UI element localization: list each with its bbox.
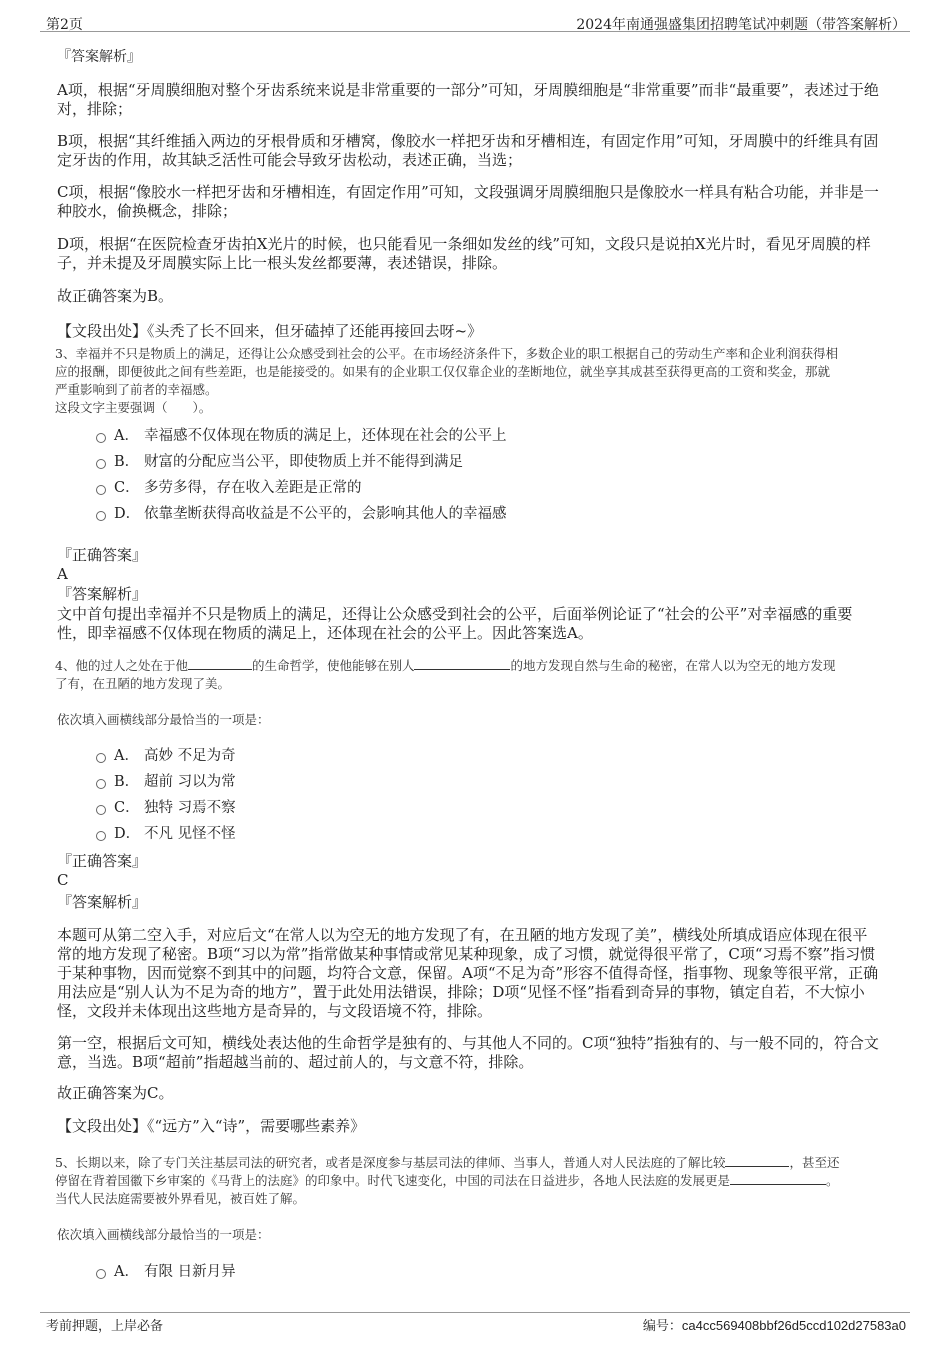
q4-analysis-heading: 『答案解析』 [57,893,148,911]
page-footer [40,1312,910,1332]
q5-stem: 5、长期以来，除了专门关注基层司法的研究者，或者是深度参与基层司法的律师、当事人，普通人对人民法庭的了解比较 ，甚至还 停留在背着国徽下乡审案的《马背上的法庭》的印象中。时代飞速变化，中国的司法在日益进步，各地人民法庭的发展更是 。 当代人民法庭需要被外界看见，被百姓了解。 [55,1155,840,1206]
radio-icon[interactable] [96,805,106,815]
q3-analysis: 文中首句提出幸福并不只是物质上的满足，还得让公众感受到社会的公平，后面举例论证了“社会的公平”对幸福感的重要 性，即幸福感不仅体现在物质的满足上，还体现在社会的公平上。因此答案选A。 [57,605,853,642]
page-header [40,12,910,32]
document-code: 编号：ca4cc569408bbf26d5ccd102d27583a0 [642,1318,906,1334]
q3-answer: A [57,565,68,583]
radio-icon[interactable] [96,511,106,521]
q3-stem: 3、幸福并不只是物质上的满足，还得让公众感受到社会的公平。在市场经济条件下，多数企业的职工根据自己的劳动生产率和企业利润获得相 应的报酬，即便彼此之间有些差距，也是能接受的。如果有的企业职工仅仅靠企业的垄断地位，就坐享其成甚至获得更高的工资和奖金，那就 严重影响到了前者的幸福感。 这段文字主要强调（ ）。 [55,346,838,415]
radio-icon[interactable] [96,459,106,469]
q3-analysis-heading: 『答案解析』 [57,585,148,603]
q4-correct-heading: 『正确答案』 [57,852,148,870]
q3-option-c[interactable]: C． 多劳多得，存在收入差距是正常的 [96,477,362,499]
q4-stem: 4、他的过人之处在于他 的生命哲学，使他能够在别人 的地方发现自然与生命的秘密，在常人以为空无的地方发现 了有，在丑陋的地方发现了美。 [55,658,836,691]
radio-icon[interactable] [96,753,106,763]
q4-answer: C [57,871,69,889]
q2-analysis-d: D项，根据“在医院检查牙齿拍X光片的时候，也只能看见一条细如发丝的线”可知，文段只是说拍X光片时，看见牙周膜的样 子，并未提及牙周膜实际上比一根头发丝都要薄，表述错误，排除。 [57,235,871,272]
radio-icon[interactable] [96,779,106,789]
q2-conclusion: 故正确答案为B。 [57,287,174,305]
page-number: 第2页 [46,17,83,33]
q4-conclusion: 故正确答案为C。 [57,1084,174,1102]
q2-analysis-heading: 『答案解析』 [57,49,141,65]
q2-source: 【文段出处】《头秃了长不回来，但牙磕掉了还能再接回去呀~》 [57,322,483,340]
q3-correct-heading: 『正确答案』 [57,546,148,564]
footer-slogan: 考前押题，上岸必备 [46,1319,164,1334]
q3-option-a[interactable]: A． 幸福感不仅体现在物质的满足上，还体现在社会的公平上 [96,425,507,447]
q3-option-b[interactable]: B． 财富的分配应当公平，即使物质上并不能得到满足 [96,451,463,473]
radio-icon[interactable] [96,831,106,841]
q4-source: 【文段出处】《“远方”入“诗”，需要哪些素养》 [57,1117,366,1135]
q4-prompt: 依次填入画横线部分最恰当的一项是： [57,712,270,727]
document-title: 2024年南通强盛集团招聘笔试冲刺题（带答案解析） [576,17,906,33]
blank-1 [188,658,252,670]
blank-2 [730,1173,826,1185]
q4-option-d[interactable]: D． 不凡 见怪不怪 [96,823,236,845]
q3-option-d[interactable]: D． 依靠垄断获得高收益是不公平的，会影响其他人的幸福感 [96,503,507,525]
blank-2 [414,658,510,670]
q2-analysis-c: C项，根据“像胶水一样把牙齿和牙槽相连，有固定作用”可知，文段强调牙周膜细胞只是像胶水一样具有粘合功能，并非是一 种胶水，偷换概念，排除； [57,183,879,220]
q5-option-a[interactable]: A． 有限 日新月异 [96,1261,236,1283]
q4-analysis-para2: 第一空，根据后文可知，横线处表达他的生命哲学是独有的、与其他人不同的。C项“独特”指独有的、与一般不同的，符合文 意，当选。B项“超前”指超越当前的、超过前人的，与文意不符，排除。 [57,1034,879,1071]
q2-analysis-a: A项，根据“牙周膜细胞对整个牙齿系统来说是非常重要的一部分”可知，牙周膜细胞是“非常重要”而非“最重要”，表述过于绝 对，排除； [57,81,879,118]
q4-option-b[interactable]: B． 超前 习以为常 [96,771,236,793]
q4-analysis-para1: 本题可从第二空入手，对应后文“在常人以为空无的地方发现了有，在丑陋的地方发现了美”，横线处所填成语应体现在很平 常的地方发现了秘密。B项“习以为常”指常做某种事情或常见某种现象，成了习惯，就觉得很平常了，C项“习焉不察”指习惯 于某种事物，因而觉察不到其中的问题，均符合文意，保留。A项“不足为奇”形容不值得奇怪，指事物、现象等很平常，正确 用法应是“别人认为不足为奇的地方”，置于此处用法错误，排除；D项“见怪不怪”指看到奇异的事物，镇定自若，不大惊小 怪，文段并未体现出这些地方是奇异的，与文段语境不符，排除。 [57,926,879,1020]
radio-icon[interactable] [96,485,106,495]
q2-analysis-b: B项，根据“其纤维插入两边的牙根骨质和牙槽窝，像胶水一样把牙齿和牙槽相连，有固定作用”可知，牙周膜中的纤维具有固 定牙齿的作用，故其缺乏活性可能会导致牙齿松动，表述正确，当选； [57,132,879,169]
radio-icon[interactable] [96,1269,106,1279]
radio-icon[interactable] [96,433,106,443]
q5-prompt: 依次填入画横线部分最恰当的一项是： [57,1227,270,1242]
q4-option-a[interactable]: A． 高妙 不足为奇 [96,745,236,767]
blank-1 [725,1155,789,1167]
q4-option-c[interactable]: C． 独特 习焉不察 [96,797,236,819]
